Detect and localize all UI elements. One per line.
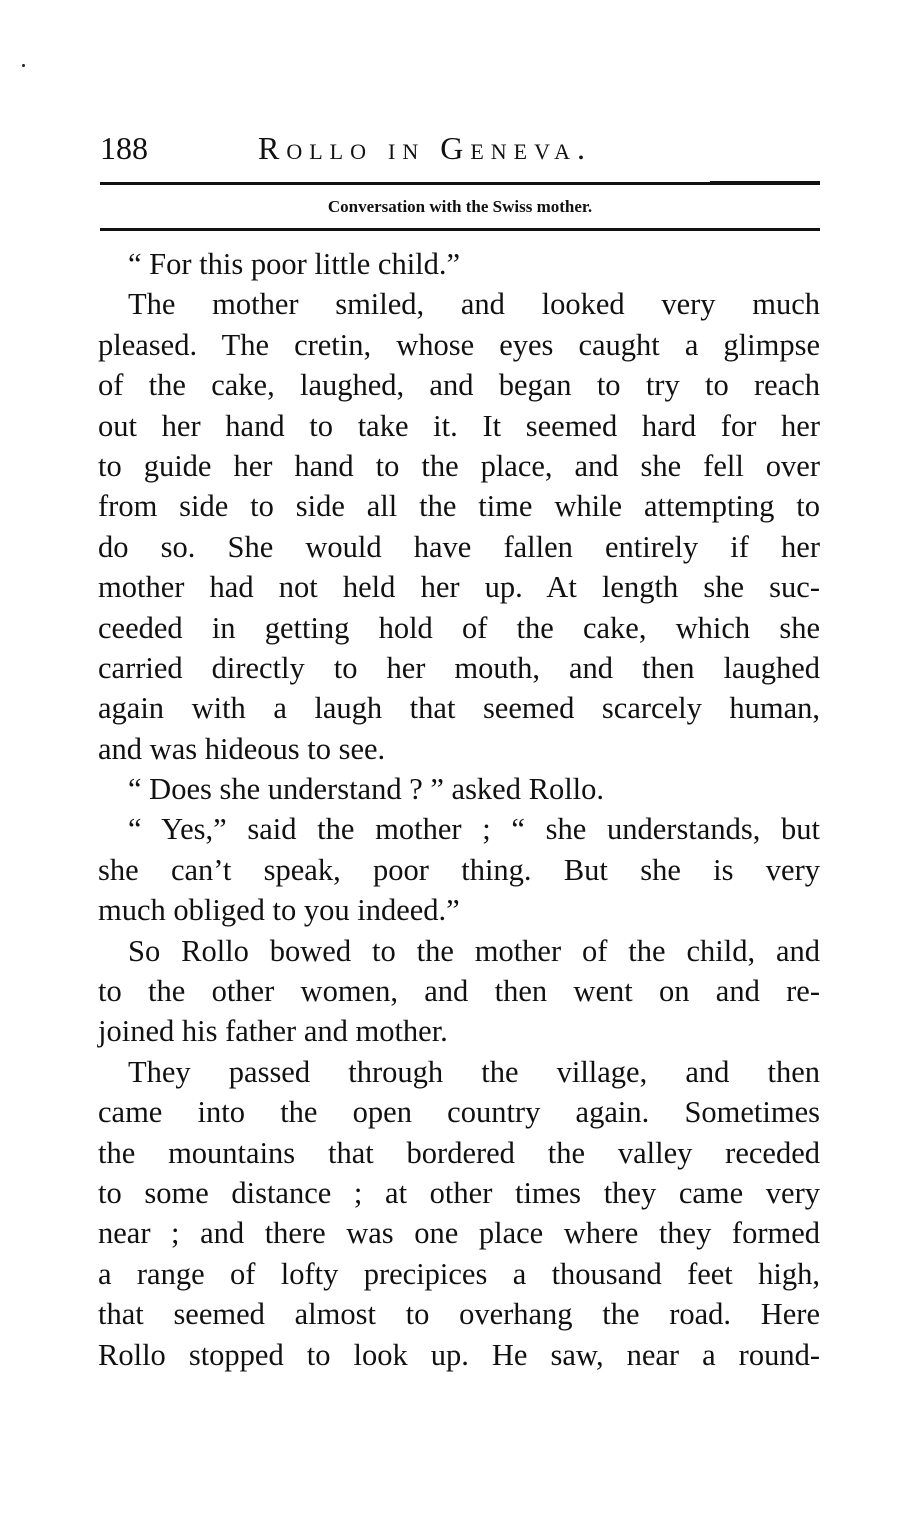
text-line: to the other women, and then went on and re- xyxy=(98,974,820,1009)
text-line: a range of lofty precipices a thousand feet high, xyxy=(98,1256,820,1291)
running-head xyxy=(100,126,820,170)
text-line: The mother smiled, and looked very much xyxy=(128,287,820,322)
text-line: Rollo stopped to look up. He saw, near a round- xyxy=(98,1337,820,1372)
text-line: that seemed almost to overhang the road. Here xyxy=(98,1297,820,1332)
text-line: and was hideous to see. xyxy=(98,731,386,766)
book-title: Rollo in Geneva. xyxy=(258,130,593,166)
text-line: came into the open country again. Sometimes xyxy=(98,1095,820,1130)
text-line: to guide her hand to the place, and she fell over xyxy=(98,448,820,483)
header-rule-top xyxy=(100,182,820,185)
text-line: carried directly to her mouth, and then laughed xyxy=(98,650,820,685)
text-line: she can’t speak, poor thing. But she is very xyxy=(98,852,820,887)
text-line: mother had not held her up. At length she suc- xyxy=(98,570,820,605)
text-line: So Rollo bowed to the mother of the child, and xyxy=(128,933,820,968)
page-number: 188 xyxy=(100,130,148,166)
text-line: the mountains that bordered the valley receded xyxy=(98,1135,820,1170)
text-line: joined his father and mother. xyxy=(98,1014,448,1049)
text-line: “ Yes,” said the mother ; “ she understands, but xyxy=(128,812,820,847)
text-line: from side to side all the time while attempting to xyxy=(98,489,820,524)
header-rule-top-thick xyxy=(710,181,820,185)
body-text xyxy=(98,244,820,1375)
ink-speck xyxy=(22,64,25,67)
text-line: much obliged to you indeed.” xyxy=(98,893,460,928)
text-line: ceeded in getting hold of the cake, which she xyxy=(98,610,820,645)
text-line: near ; and there was one place where they formed xyxy=(98,1216,820,1251)
text-line: again with a laugh that seemed scarcely human, xyxy=(98,691,820,726)
header-rule-bottom xyxy=(100,228,820,231)
text-line: They passed through the village, and then xyxy=(128,1054,820,1089)
text-line: to some distance ; at other times they came very xyxy=(98,1175,820,1210)
section-subhead: Conversation with the Swiss mother. xyxy=(327,197,593,216)
text-line: out her hand to take it. It seemed hard for her xyxy=(98,408,820,443)
text-line: pleased. The cretin, whose eyes caught a glimpse xyxy=(98,327,820,362)
text-line: “ For this poor little child.” xyxy=(128,247,461,281)
text-line: do so. She would have fallen entirely if her xyxy=(98,529,820,564)
text-line: “ Does she understand ? ” asked Rollo. xyxy=(128,772,605,807)
text-line: of the cake, laughed, and began to try to reach xyxy=(98,368,820,403)
